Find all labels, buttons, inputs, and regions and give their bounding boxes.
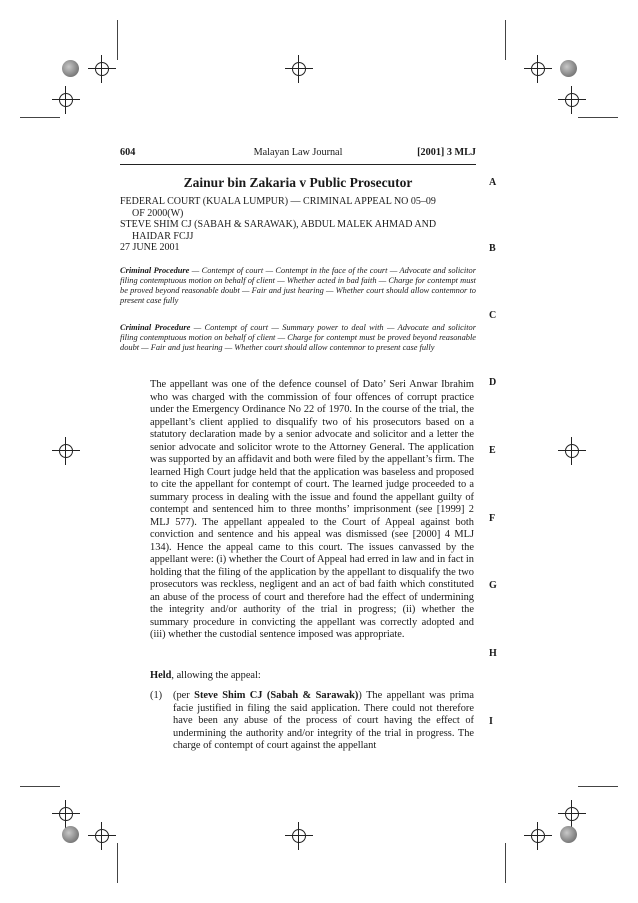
registration-mark-left-middle [52, 437, 80, 465]
margin-letter: B [489, 243, 496, 254]
registration-mark-left-lower [52, 800, 80, 828]
registration-mark-bottom-right [524, 822, 552, 850]
margin-letter: E [489, 445, 496, 456]
registration-mark-right-upper [558, 86, 586, 114]
registration-mark-left-upper [52, 86, 80, 114]
catchword-text: — Contempt of court — Contempt in the face of the court — Advocate and solicitor filing contemptuous motion on behalf of client — Whether acted in bad faith — Charge for contempt must be proved beyond reasonable doubt — Fair and just hearing — Whether court should allow contemnor to present case fully [120, 266, 476, 305]
holding-text [173, 690, 474, 753]
headnote-paragraph: The appellant was one of the defence counsel of Dato’ Seri Anwar Ibrahim who was charged with the commission of four offences of corrupt practice under the Emergency Ordinance No 22 of 1970. In the course of the trial, the appellant’s client applied to disqualify two of his prosecutors based on a statutory declaration made by a senior advocate and solicitor and a letter the senior advocate and solicitor wrote to the Attorney General. The application was supported by an affidavit and both were filed by the appellant’s firm. The learned High Court judge held that the application was baseless and proposed to cite the appellant for contempt of court. The learned judge proceeded to a summary process in dealing with the issue and found the appellant guilty of contempt and sentenced him to three months’ imprisonment (see [1999] 2 MLJ 577). The appellant appealed to the Court of Appeal against both conviction and sentence and his appeal was dismissed (see [2000] 4 MLJ 134). Hence the appeal came to this court. The issues canvassed by the appellant were: (i) whether the Court of Appeal had erred in law and in fact in holding that the filing of the application by the appellant to disqualify the two prosecutors was reckless, negligent and an act of bad faith which constituted an abuse of the process of court and therefore had the effect of undermining the integrity and/or authority of the trial in progress; (ii) whether the summary procedure in convicting the appellant was correctly adopted and (iii) whether the custodial sentence imposed was appropriate. [150, 379, 475, 640]
margin-letter: D [489, 377, 497, 388]
margin-letter: I [489, 716, 493, 727]
registration-mark-bottom-center [285, 822, 313, 850]
holding-body: ) The appellant was prima facie justified in filing the said application. There could not therefore have been any abuse of the process of court having the effect of undermining the authority and/or integrity of the trial in progress. The charge of contempt of court against the appellant [173, 690, 474, 751]
registration-disc-bottom-right [560, 826, 577, 843]
registration-mark-right-middle [558, 437, 586, 465]
court-line-cont: OF 2000(W) [132, 207, 184, 219]
margin-letter: F [489, 513, 496, 524]
registration-mark-bottom-left [88, 822, 116, 850]
judges-line: STEVE SHIM CJ (SABAH & SARAWAK), ABDUL MALEK AHMAD AND [120, 219, 437, 230]
registration-mark-top-left [88, 55, 116, 83]
crop-mark [505, 20, 506, 60]
catchword-text: — Contempt of court — Summary power to deal with — Advocate and solicitor filing contemptuous motion on behalf of client — Charge for contempt must be proved beyond reasonable doubt — Fair and just hearing — Whether court should allow contemnor to present case fully [120, 323, 476, 352]
registration-mark-top-right [524, 55, 552, 83]
held-text: , allowing the appeal: [171, 670, 261, 681]
crop-mark [20, 786, 60, 787]
crop-mark [117, 20, 118, 60]
margin-letter: G [489, 580, 497, 591]
case-title: Zainur bin Zakaria v Public Prosecutor [183, 175, 413, 190]
held-line [150, 670, 474, 683]
catchword-subject: Criminal Procedure [120, 323, 191, 332]
crop-mark [578, 786, 618, 787]
journal-name: Malayan Law Journal [253, 147, 343, 158]
court-line: FEDERAL COURT (KUALA LUMPUR) — CRIMINAL APPEAL NO 05–09 [120, 196, 436, 207]
held-label: Held [150, 670, 172, 681]
crop-mark [505, 843, 506, 883]
citation: [2001] 3 MLJ [417, 147, 476, 158]
crop-mark [578, 117, 618, 118]
holding-item [150, 690, 474, 753]
registration-disc-bottom-left [62, 826, 79, 843]
judge-name: Steve Shim CJ (Sabah & Sarawak) [194, 690, 359, 701]
catchword-subject: Criminal Procedure [120, 266, 190, 275]
case-meta [120, 196, 476, 254]
crop-mark [117, 843, 118, 883]
crop-mark [20, 117, 60, 118]
registration-mark-top-center [285, 55, 313, 83]
holding-number: (1) [150, 690, 163, 701]
decision-date: 27 JUNE 2001 [120, 242, 180, 253]
margin-letter: H [489, 648, 497, 659]
holding-prefix: (per [173, 690, 195, 701]
header-rule [120, 164, 476, 165]
margin-letter: A [489, 177, 497, 188]
registration-mark-right-lower [558, 800, 586, 828]
margin-letter: C [489, 310, 497, 321]
catchword-paragraph [120, 266, 476, 306]
registration-disc-top-left [62, 60, 79, 77]
page-number: 604 [120, 147, 136, 158]
registration-disc-top-right [560, 60, 577, 77]
judges-line-cont: HAIDAR FCJJ [132, 230, 194, 242]
catchword-paragraph [120, 323, 476, 353]
